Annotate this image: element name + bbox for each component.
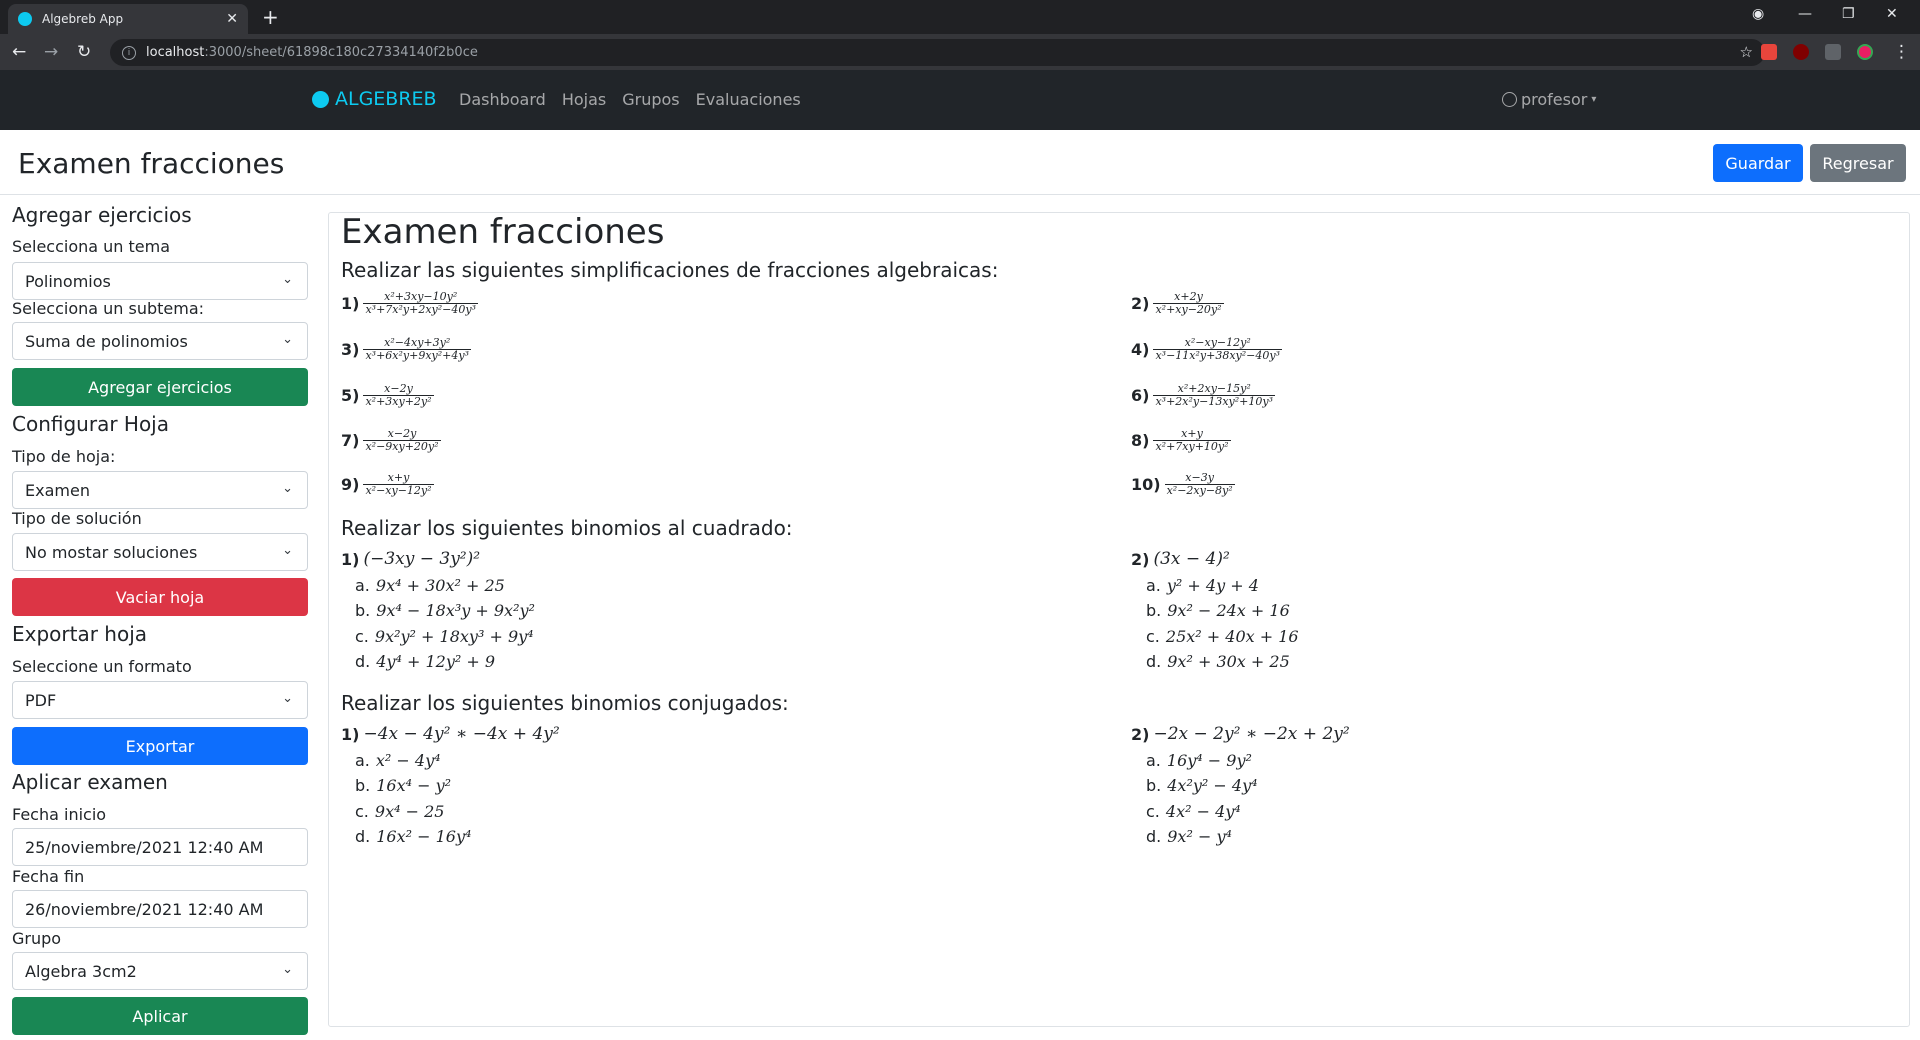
caret-down-icon: ▾ bbox=[1591, 94, 1597, 105]
page-title: Examen fracciones bbox=[18, 147, 285, 180]
option-item bbox=[1146, 576, 1259, 595]
numerator: x−2y bbox=[384, 382, 413, 395]
brand-name: ALGEBREB bbox=[335, 88, 437, 110]
fraction bbox=[363, 337, 471, 362]
nav-link-grupos[interactable]: Grupos bbox=[622, 90, 680, 109]
option-letter: b. bbox=[355, 776, 371, 795]
close-tab-icon[interactable]: ✕ bbox=[226, 11, 238, 27]
minimize-icon[interactable]: — bbox=[1798, 6, 1812, 22]
app-navbar bbox=[0, 70, 1920, 130]
nav-links bbox=[459, 90, 801, 109]
chevron-down-icon: ⌄ bbox=[282, 543, 293, 558]
option-letter: d. bbox=[355, 652, 371, 671]
option-letter: d. bbox=[1146, 827, 1162, 846]
topic-value: Polinomios bbox=[25, 271, 111, 291]
exercise-number: 2) bbox=[1131, 549, 1150, 569]
option-letter: a. bbox=[1146, 576, 1161, 595]
option-text: 25x² + 40x + 16 bbox=[1165, 627, 1299, 646]
fraction bbox=[363, 383, 433, 408]
exercise-number: 2) bbox=[1131, 294, 1150, 313]
denominator: x²−2xy−8y² bbox=[1166, 484, 1233, 497]
exercise-square bbox=[1131, 549, 1230, 569]
exercise-number: 3) bbox=[341, 340, 360, 359]
exercise-expression: −2x − 2y² ∗ −2x + 2y² bbox=[1153, 724, 1350, 744]
browser-menu-icon[interactable]: ⋮ bbox=[1893, 42, 1910, 62]
chevron-down-icon: ⌄ bbox=[282, 691, 293, 706]
numerator: x−2y bbox=[387, 427, 417, 440]
option-text: 16y⁴ − 9y² bbox=[1166, 751, 1252, 770]
option-text: 9x²y² + 18xy³ + 9y⁴ bbox=[374, 627, 534, 646]
option-item bbox=[1146, 627, 1299, 646]
group-select[interactable] bbox=[12, 952, 308, 990]
numerator: x+y bbox=[387, 471, 410, 484]
exercise-number: 6) bbox=[1131, 386, 1150, 405]
sheet-type-select[interactable] bbox=[12, 471, 308, 509]
user-name: profesor bbox=[1521, 90, 1588, 109]
exercise-number: 7) bbox=[341, 431, 360, 450]
option-item bbox=[355, 802, 444, 821]
fraction bbox=[363, 472, 433, 497]
exercise-fraction bbox=[341, 428, 441, 453]
option-text: 4x²y² − 4y⁴ bbox=[1167, 776, 1258, 795]
exercise-conjugate bbox=[341, 724, 560, 744]
option-text: 9x⁴ − 25 bbox=[374, 802, 445, 821]
denominator: x³−11x²y+38xy²−40y³ bbox=[1155, 349, 1280, 362]
exercise-conjugate bbox=[1131, 724, 1350, 744]
format-value: PDF bbox=[25, 690, 57, 710]
user-avatar-icon bbox=[1502, 92, 1517, 107]
start-date-value: 25/noviembre/2021 12:40 AM bbox=[25, 837, 264, 857]
page-header bbox=[0, 130, 1920, 195]
chevron-down-icon: ⌄ bbox=[282, 272, 293, 287]
nav-link-dashboard[interactable]: Dashboard bbox=[459, 90, 546, 109]
exercise-fraction bbox=[341, 472, 434, 497]
fraction bbox=[1153, 428, 1230, 453]
option-text: 16x⁴ − y² bbox=[376, 776, 452, 795]
extensions-puzzle-icon[interactable] bbox=[1825, 44, 1841, 60]
option-text: 9x² − y⁴ bbox=[1167, 827, 1232, 846]
apply-button[interactable]: Aplicar bbox=[12, 997, 308, 1035]
option-text: 4x² − 4y⁴ bbox=[1165, 802, 1241, 821]
url-host: localhost bbox=[146, 45, 205, 60]
exercise-square bbox=[341, 549, 480, 569]
ublock-icon[interactable] bbox=[1793, 44, 1809, 60]
option-text: 4y⁴ + 12y² + 9 bbox=[376, 652, 496, 671]
apply-exam-heading: Aplicar examen bbox=[12, 770, 168, 794]
add-exercises-button[interactable]: Agregar ejercicios bbox=[12, 368, 308, 406]
subtopic-select[interactable] bbox=[12, 322, 308, 360]
numerator: x²−4xy+3y² bbox=[384, 336, 451, 349]
option-letter: c. bbox=[355, 802, 369, 821]
exercise-fraction bbox=[341, 291, 478, 316]
exercise-number: 1) bbox=[341, 294, 360, 313]
option-item bbox=[1146, 776, 1258, 795]
denominator: x²+xy−20y² bbox=[1155, 303, 1222, 316]
tab-title: Algebreb App bbox=[42, 12, 124, 26]
option-text: 9x² − 24x + 16 bbox=[1167, 601, 1290, 620]
exercise-fraction bbox=[341, 383, 434, 408]
option-letter: a. bbox=[355, 751, 370, 770]
chevron-down-icon: ⌄ bbox=[282, 332, 293, 347]
option-text: y² + 4y + 4 bbox=[1166, 576, 1259, 595]
option-item bbox=[355, 751, 441, 770]
option-letter: a. bbox=[355, 576, 370, 595]
denominator: x²+7xy+10y² bbox=[1155, 440, 1229, 453]
url-path: :3000/sheet/61898c180c27334140f2b0ce bbox=[204, 45, 478, 60]
start-date-input[interactable] bbox=[12, 828, 308, 866]
option-text: 9x⁴ + 30x² + 25 bbox=[375, 576, 505, 595]
window-close-icon[interactable]: ✕ bbox=[1886, 6, 1898, 22]
option-letter: a. bbox=[1146, 751, 1161, 770]
option-letter: d. bbox=[1146, 652, 1162, 671]
exercise-number: 5) bbox=[341, 386, 360, 405]
fraction bbox=[1165, 472, 1235, 497]
browser-tab-strip bbox=[0, 0, 1920, 34]
option-item bbox=[1146, 601, 1290, 620]
option-letter: b. bbox=[355, 601, 371, 620]
option-item bbox=[1146, 652, 1290, 671]
solution-type-select[interactable] bbox=[12, 533, 308, 571]
reload-icon[interactable]: ↻ bbox=[77, 42, 92, 62]
exercise-number: 1) bbox=[341, 724, 360, 744]
browser-tab[interactable] bbox=[8, 4, 248, 34]
exercise-fraction bbox=[1131, 337, 1282, 362]
exercise-number: 10) bbox=[1131, 475, 1161, 494]
exercise-expression: −4x − 4y² ∗ −4x + 4y² bbox=[363, 724, 560, 744]
option-letter: b. bbox=[1146, 601, 1162, 620]
app-favicon-icon bbox=[18, 12, 32, 26]
tab-search-icon[interactable]: ◉ bbox=[1752, 6, 1765, 22]
address-bar[interactable] bbox=[110, 39, 1765, 66]
solution-type-value: No mostar soluciones bbox=[25, 542, 198, 562]
subtopic-value: Suma de polinomios bbox=[25, 331, 188, 351]
option-letter: d. bbox=[355, 827, 371, 846]
chevron-down-icon: ⌄ bbox=[282, 962, 293, 977]
option-text: 16x² − 16y⁴ bbox=[376, 827, 472, 846]
sheet-type-value: Examen bbox=[25, 480, 90, 500]
forward-icon[interactable]: → bbox=[44, 42, 59, 62]
denominator: x³+6x²y+9xy²+4y³ bbox=[365, 349, 469, 362]
option-item bbox=[355, 776, 451, 795]
denominator: x²+3xy+2y² bbox=[365, 395, 432, 408]
exercise-expression: (3x − 4)² bbox=[1153, 549, 1230, 569]
section-conjugates-heading: Realizar los siguientes binomios conjugados: bbox=[341, 691, 789, 715]
exercise-fraction bbox=[1131, 383, 1275, 408]
exercise-number: 4) bbox=[1131, 340, 1150, 359]
format-label: Seleccione un formato bbox=[12, 657, 192, 676]
nav-link-hojas[interactable]: Hojas bbox=[561, 90, 607, 109]
solution-type-label: Tipo de solución bbox=[12, 509, 142, 528]
brand-logo-icon bbox=[312, 91, 329, 108]
numerator: x²+2xy−15y² bbox=[1177, 382, 1251, 395]
group-value: Algebra 3cm2 bbox=[25, 961, 137, 981]
new-tab-icon[interactable]: + bbox=[262, 5, 279, 29]
save-button[interactable]: Guardar bbox=[1713, 144, 1803, 182]
section-fractions-heading: Realizar las siguientes simplificaciones de fracciones algebraicas: bbox=[341, 258, 999, 282]
extension-icon[interactable] bbox=[1761, 44, 1777, 60]
denominator: x³+7x²y+2xy²−40y³ bbox=[365, 303, 476, 316]
exercise-fraction bbox=[1131, 472, 1235, 497]
chevron-down-icon: ⌄ bbox=[282, 481, 293, 496]
option-item bbox=[355, 827, 471, 846]
sheet-type-label: Tipo de hoja: bbox=[12, 447, 116, 466]
exercise-number: 2) bbox=[1131, 724, 1150, 744]
exercise-number: 8) bbox=[1131, 431, 1150, 450]
end-date-label: Fecha fin bbox=[12, 867, 85, 886]
exercise-fraction bbox=[1131, 291, 1224, 316]
exercise-fraction bbox=[341, 337, 471, 362]
export-button[interactable]: Exportar bbox=[12, 727, 308, 765]
fraction bbox=[1153, 337, 1282, 362]
back-icon[interactable]: ← bbox=[12, 42, 27, 62]
topic-label: Selecciona un tema bbox=[12, 237, 171, 256]
fraction bbox=[1153, 291, 1223, 316]
config-sheet-heading: Configurar Hoja bbox=[12, 412, 169, 436]
option-letter: c. bbox=[355, 627, 369, 646]
option-letter: c. bbox=[1146, 802, 1160, 821]
exercise-fraction bbox=[1131, 428, 1231, 453]
exercise-expression: (−3xy − 3y²)² bbox=[363, 549, 481, 569]
end-date-input[interactable] bbox=[12, 890, 308, 928]
option-text: 9x⁴ − 18x³y + 9x²y² bbox=[376, 601, 535, 620]
numerator: x−3y bbox=[1185, 471, 1214, 484]
option-item bbox=[355, 601, 535, 620]
numerator: x²−xy−12y² bbox=[1184, 336, 1251, 349]
add-exercises-heading: Agregar ejercicios bbox=[12, 203, 192, 227]
fraction bbox=[363, 428, 440, 453]
back-button[interactable]: Regresar bbox=[1810, 144, 1906, 182]
end-date-value: 26/noviembre/2021 12:40 AM bbox=[25, 899, 264, 919]
export-sheet-heading: Exportar hoja bbox=[12, 622, 148, 646]
denominator: x²−xy−12y² bbox=[365, 484, 432, 497]
start-date-label: Fecha inicio bbox=[12, 805, 107, 824]
numerator: x²+3xy−10y² bbox=[384, 290, 458, 303]
exercise-number: 1) bbox=[341, 549, 360, 569]
subtopic-label: Selecciona un subtema: bbox=[12, 299, 205, 318]
fraction bbox=[1153, 383, 1275, 408]
section-squares-heading: Realizar los siguientes binomios al cuadrado: bbox=[341, 516, 793, 540]
browser-toolbar bbox=[0, 34, 1920, 70]
user-dropdown[interactable] bbox=[1502, 90, 1596, 109]
clear-sheet-button[interactable]: Vaciar hoja bbox=[12, 578, 308, 616]
sheet-title: Examen fracciones bbox=[341, 212, 665, 252]
option-item bbox=[1146, 751, 1252, 770]
profile-icon[interactable] bbox=[1857, 44, 1873, 60]
option-text: x² − 4y⁴ bbox=[375, 751, 441, 770]
exercise-number: 9) bbox=[341, 475, 360, 494]
sheet-preview bbox=[328, 212, 1910, 1027]
option-item bbox=[355, 652, 495, 671]
option-item bbox=[1146, 827, 1232, 846]
topic-select[interactable] bbox=[12, 262, 308, 300]
site-info-icon[interactable]: i bbox=[122, 46, 136, 60]
option-item bbox=[1146, 802, 1241, 821]
numerator: x+2y bbox=[1174, 290, 1203, 303]
option-item bbox=[355, 627, 534, 646]
restore-icon[interactable]: ❐ bbox=[1842, 6, 1855, 22]
denominator: x³+2x²y−13xy²+10y³ bbox=[1155, 395, 1273, 408]
numerator: x+y bbox=[1181, 427, 1203, 440]
option-text: 9x² + 30x + 25 bbox=[1167, 652, 1290, 671]
option-item bbox=[355, 576, 505, 595]
format-select[interactable] bbox=[12, 681, 308, 719]
option-letter: c. bbox=[1146, 627, 1160, 646]
denominator: x²−9xy+20y² bbox=[365, 440, 439, 453]
group-label: Grupo bbox=[12, 929, 62, 948]
nav-link-evaluaciones[interactable]: Evaluaciones bbox=[695, 90, 801, 109]
bookmark-star-icon[interactable]: ☆ bbox=[1739, 43, 1753, 61]
option-letter: b. bbox=[1146, 776, 1162, 795]
fraction bbox=[363, 291, 478, 316]
brand-link[interactable] bbox=[312, 88, 437, 110]
